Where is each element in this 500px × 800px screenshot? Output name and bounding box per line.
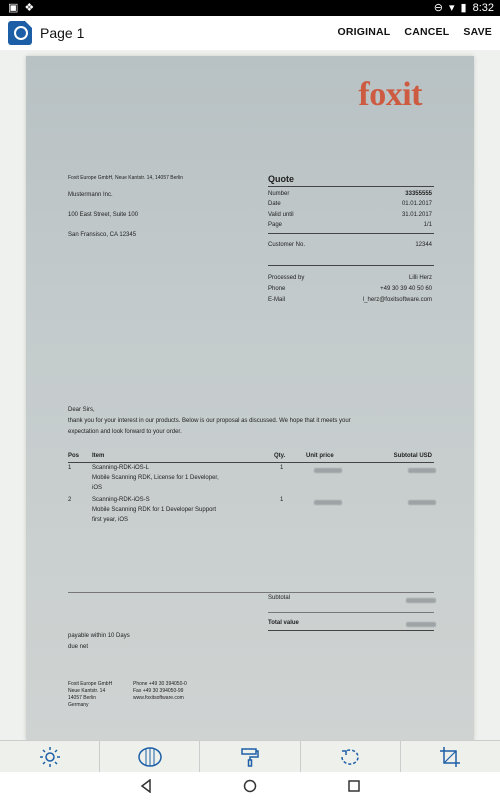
email-value: l_herz@foxitsoftware.com	[362, 297, 432, 303]
payable-line-1: payable within 10 Days	[68, 633, 130, 639]
quote-title: Quote	[268, 174, 294, 184]
quote-valid-label: Valid until	[268, 212, 294, 218]
col-item: Item	[92, 453, 105, 459]
cancel-button[interactable]: CANCEL	[404, 26, 450, 38]
quote-number-label: Number	[268, 191, 290, 197]
page-title: Page 1	[40, 25, 85, 41]
paint-roller-button[interactable]	[199, 741, 299, 773]
rotate-button[interactable]	[300, 741, 400, 773]
dropbox-notification-icon: ❖	[24, 2, 35, 14]
brightness-button[interactable]	[0, 741, 99, 773]
crop-icon	[439, 746, 461, 768]
processed-value: Lilli Herz	[408, 275, 432, 281]
row1-item-3: iOS	[92, 485, 103, 491]
wifi-icon: ▾	[448, 2, 455, 14]
quote-number-value: 33355555	[405, 191, 432, 197]
system-nav-bar	[0, 772, 500, 800]
row1-item-2: Mobile Scanning RDK, License for 1 Developer,	[92, 475, 219, 481]
recipient-line-1: Mustermann Inc.	[68, 192, 113, 198]
customer-no-value: 12344	[415, 242, 432, 248]
intro-line-2: expectation and look forward to your order.	[68, 429, 182, 435]
phone-label: Phone	[268, 286, 286, 292]
row1-unit-price-redacted	[314, 468, 342, 473]
recipient-line-2: 100 East Street, Suite 100	[68, 212, 139, 218]
color-mode-button[interactable]	[99, 741, 199, 773]
row2-unit-price-redacted	[314, 500, 342, 505]
row2-subtotal-redacted	[408, 500, 436, 505]
quote-page-label: Page	[268, 222, 283, 228]
row2-pos: 2	[68, 497, 72, 503]
clock: 8:32	[472, 1, 494, 14]
recents-icon[interactable]	[347, 779, 361, 793]
foxit-logo: foxit	[358, 76, 422, 113]
status-bar	[0, 0, 500, 16]
intro-line-1: thank you for your interest in our products. Below is our proposal as discussed. We hope that it meets your	[68, 418, 351, 424]
row2-qty: 1	[280, 497, 284, 503]
col-pos: Pos	[68, 453, 80, 459]
footer-address: Foxit Europe GmbH Neue Kantstr. 14 14057 Berlin Germany	[68, 681, 113, 708]
col-unit-price: Unit price	[306, 453, 334, 459]
subtotal-label: Subtotal	[268, 595, 291, 601]
row2-item-2: Mobile Scanning RDK for 1 Developer Support	[92, 507, 217, 513]
do-not-disturb-icon: ⊖	[433, 2, 443, 14]
edit-toolbar	[0, 740, 500, 773]
quote-date-label: Date	[268, 201, 281, 207]
row1-qty: 1	[280, 465, 284, 471]
quote-valid-value: 31.01.2017	[401, 212, 432, 218]
customer-no-label: Customer No.	[268, 242, 306, 248]
image-notification-icon: ▣	[8, 2, 19, 14]
row1-pos: 1	[68, 465, 72, 471]
back-icon[interactable]	[139, 779, 153, 793]
scanned-page[interactable]	[26, 56, 474, 740]
processed-label: Processed by	[268, 275, 305, 281]
total-label: Total value	[268, 620, 299, 626]
row2-item-3: first year, iOS	[92, 517, 129, 523]
paint-roller-icon	[239, 746, 261, 768]
row1-item-1: Scanning-RDK-iOS-L	[92, 465, 150, 471]
recipient-line-3: San Fransisco, CA 12345	[68, 232, 137, 238]
greeting: Dear Sirs,	[68, 407, 95, 413]
email-label: E-Mail	[268, 297, 286, 303]
total-value-redacted	[406, 622, 436, 627]
battery-icon: ▮	[460, 2, 467, 14]
quote-date-value: 01.01.2017	[401, 201, 432, 207]
phone-value: +49 30 39 40 50 60	[380, 286, 432, 292]
subtotal-value-redacted	[406, 598, 436, 603]
rotate-icon	[338, 746, 362, 768]
footer-contact: Phone +49 30 394050-0 Fax +49 30 394050-99 www.foxitsoftware.com	[133, 681, 187, 701]
sender-line: Foxit Europe GmbH, Neue Kantstr. 14, 14057 Berlin	[68, 175, 184, 181]
app-bar	[0, 16, 500, 51]
col-qty: Qty.	[274, 453, 286, 459]
save-button[interactable]: SAVE	[463, 26, 492, 38]
brightness-icon	[39, 746, 61, 768]
payable-line-2: due net	[68, 644, 89, 650]
original-button[interactable]: ORIGINAL	[337, 26, 391, 38]
quote-page-value: 1/1	[423, 222, 432, 228]
row2-item-1: Scanning-RDK-iOS-S	[92, 497, 150, 503]
row1-subtotal-redacted	[408, 468, 436, 473]
crop-button[interactable]	[400, 741, 500, 773]
contrast-icon	[137, 746, 163, 768]
col-subtotal: Subtotal USD	[393, 453, 432, 459]
home-icon[interactable]	[243, 779, 257, 793]
foxit-app-icon[interactable]	[8, 21, 32, 45]
